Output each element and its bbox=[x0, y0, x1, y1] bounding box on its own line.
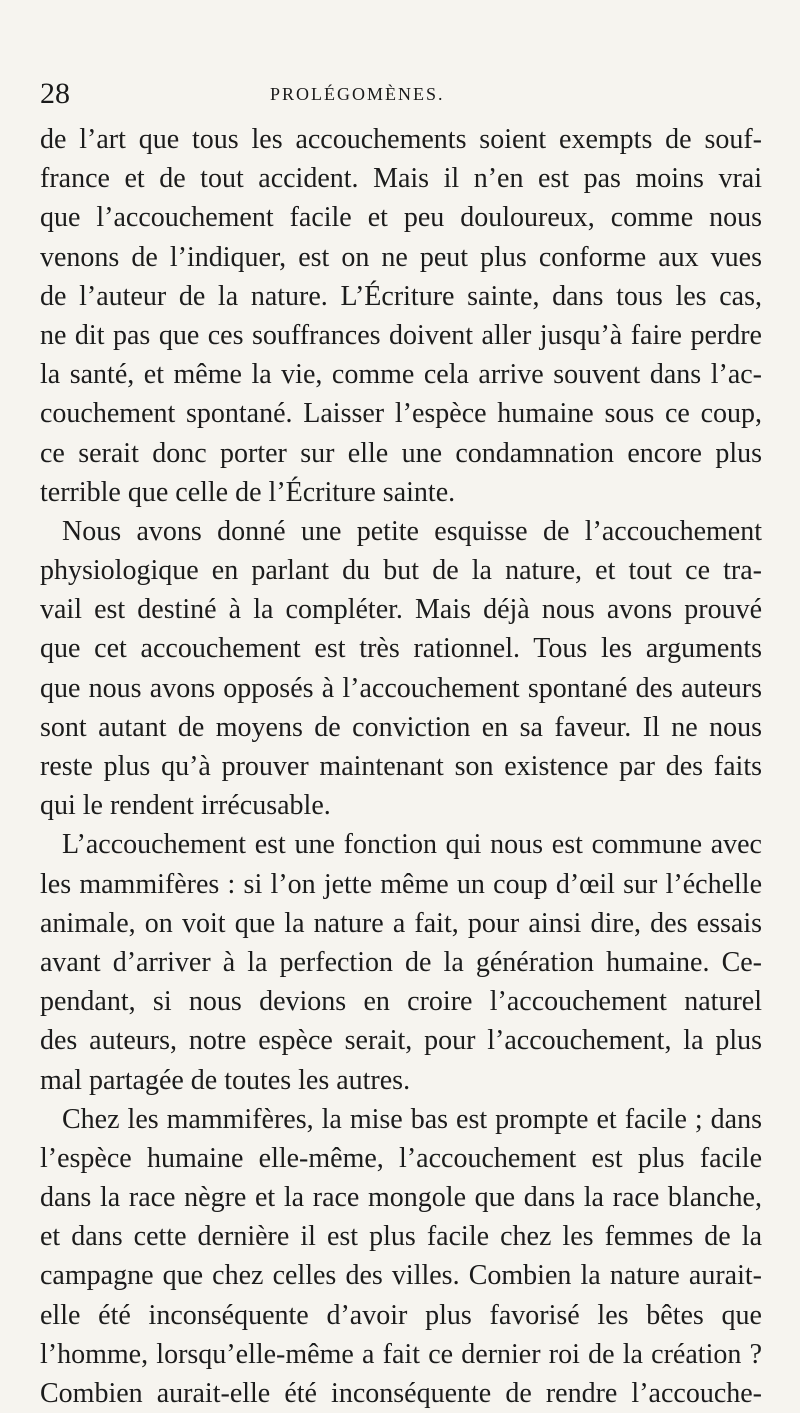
paragraph bbox=[40, 1100, 762, 1413]
text-line: que cet accouchement est très rationnel. Tous les arguments bbox=[40, 633, 762, 665]
text-line: avant d’arriver à la perfection de la génération humaine. Ce- bbox=[40, 946, 762, 978]
text-line: mal partagée de toutes les autres. bbox=[40, 1064, 411, 1096]
text-line: ne dit pas que ces souffrances doivent aller jusqu’à faire perdre bbox=[40, 319, 762, 351]
text-line: couchement spontané. Laisser l’espèce humaine sous ce coup, bbox=[40, 398, 762, 430]
text-line: l’homme, lorsqu’elle-même a fait ce dernier roi de la création ? bbox=[40, 1338, 762, 1370]
text-line: vail est destiné à la compléter. Mais déjà nous avons prouvé bbox=[40, 594, 762, 626]
text-line: de l’art que tous les accouchements soient exempts de souf- bbox=[40, 124, 762, 155]
text-line: et dans cette dernière il est plus facile chez les femmes de la bbox=[40, 1221, 762, 1253]
text-line: L’accouchement est une fonction qui nous est commune avec bbox=[62, 829, 762, 861]
text-line: sont autant de moyens de conviction en sa faveur. Il ne nous bbox=[40, 711, 762, 743]
text-line: qui le rendent irrécusable. bbox=[40, 790, 331, 822]
text-line: pendant, si nous devions en croire l’accouchement naturel bbox=[40, 986, 762, 1018]
text-line: france et de tout accident. Mais il n’en est pas moins vrai bbox=[40, 163, 762, 195]
text-line: terrible que celle de l’Écriture sainte. bbox=[40, 476, 456, 508]
text-line: la santé, et même la vie, comme cela arrive souvent dans l’ac- bbox=[40, 359, 762, 391]
page-number: 28 bbox=[40, 77, 70, 110]
text-line: Combien aurait-elle été inconséquente de rendre l’accouche- bbox=[40, 1378, 762, 1409]
text-line: l’espèce humaine elle-même, l’accouchement est plus facile bbox=[40, 1142, 762, 1174]
text-line: campagne que chez celles des villes. Combien la nature aurait- bbox=[40, 1260, 762, 1292]
text-line: elle été inconséquente d’avoir plus favorisé les bêtes que bbox=[40, 1299, 762, 1331]
paragraph bbox=[40, 825, 762, 1099]
text-line: Nous avons donné une petite esquisse de l’accouchement bbox=[62, 515, 762, 547]
text-line: reste plus qu’à prouver maintenant son existence par des faits bbox=[40, 751, 762, 782]
paragraph bbox=[40, 120, 762, 512]
text-line: dans la race nègre et la race mongole que dans la race blanche, bbox=[40, 1182, 762, 1214]
text-line: les mammifères : si l’on jette même un coup d’œil sur l’échelle bbox=[40, 868, 762, 900]
text-line: ce serait donc porter sur elle une condamnation encore plus bbox=[40, 437, 762, 469]
running-head: PROLÉGOMÈNES. bbox=[270, 84, 445, 104]
body-text bbox=[40, 120, 762, 1413]
text-line: physiologique en parlant du but de la nature, et tout ce tra- bbox=[40, 555, 762, 587]
text-line: animale, on voit que la nature a fait, pour ainsi dire, des essais bbox=[40, 907, 762, 939]
page-header bbox=[40, 70, 760, 118]
text-line: venons de l’indiquer, est on ne peut plus conforme aux vues bbox=[40, 241, 762, 273]
paragraph bbox=[40, 512, 762, 826]
text-line: de l’auteur de la nature. L’Écriture sainte, dans tous les cas, bbox=[40, 280, 762, 312]
text-line: des auteurs, notre espèce serait, pour l’accouchement, la plus bbox=[40, 1025, 762, 1057]
text-line: Chez les mammifères, la mise bas est prompte et facile ; dans bbox=[62, 1103, 762, 1135]
text-line: que l’accouchement facile et peu douloureux, comme nous bbox=[40, 202, 762, 234]
text-line: que nous avons opposés à l’accouchement spontané des auteurs bbox=[40, 672, 762, 704]
